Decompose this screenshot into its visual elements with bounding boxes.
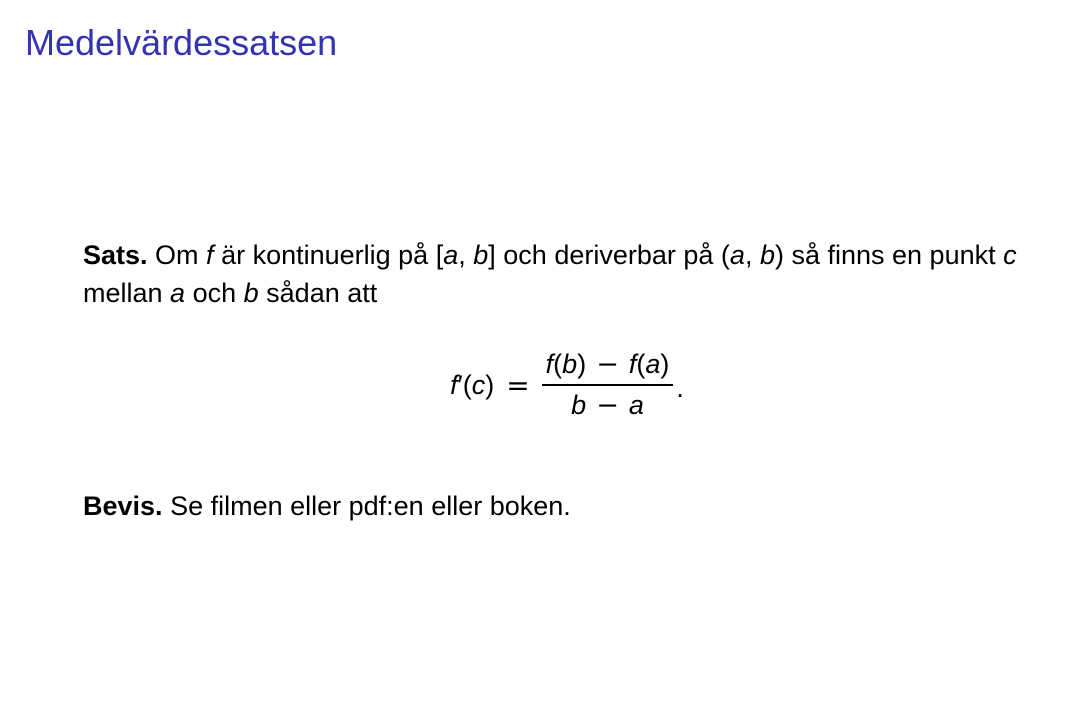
fraction-numerator bbox=[542, 347, 674, 386]
formula-paren: ( bbox=[462, 369, 472, 400]
formula-c: c bbox=[471, 369, 486, 400]
formula-paren: ( bbox=[553, 349, 563, 379]
display-formula bbox=[0, 340, 1086, 430]
theorem-text: Om bbox=[147, 240, 207, 270]
var-b: b bbox=[473, 240, 489, 270]
formula-a: a bbox=[628, 390, 644, 420]
formula-paren: ) bbox=[660, 349, 670, 379]
var-a: a bbox=[170, 278, 186, 308]
theorem-text: ) så finns en punkt bbox=[774, 240, 1004, 270]
formula-b: b bbox=[571, 390, 587, 420]
proof-text: Se filmen eller pdf:en eller boken. bbox=[162, 491, 571, 521]
theorem-text: är kontinuerlig på [ bbox=[213, 240, 444, 270]
var-a: a bbox=[729, 240, 745, 270]
comma: , bbox=[744, 240, 760, 270]
formula-paren: ( bbox=[636, 349, 646, 379]
fraction-denominator bbox=[571, 386, 644, 423]
comma: , bbox=[458, 240, 474, 270]
formula-prime: ′ bbox=[457, 369, 463, 400]
equals-sign: = bbox=[506, 368, 530, 402]
slide-title: Medelvärdessatsen bbox=[25, 22, 338, 63]
formula-f: f bbox=[628, 349, 637, 379]
minus-sign: − bbox=[596, 390, 619, 421]
formula-paren: ) bbox=[577, 349, 587, 379]
formula-f: f bbox=[450, 369, 458, 400]
theorem-statement bbox=[83, 236, 1023, 312]
var-f: f bbox=[206, 240, 214, 270]
formula-paren: ) bbox=[485, 369, 495, 400]
theorem-text: och bbox=[185, 278, 244, 308]
var-b: b bbox=[759, 240, 775, 270]
proof-label: Bevis. bbox=[83, 491, 163, 521]
formula-lhs bbox=[450, 370, 494, 401]
minus-sign: − bbox=[596, 349, 619, 380]
formula-b: b bbox=[562, 349, 578, 379]
fraction bbox=[542, 347, 674, 423]
theorem-label: Sats. bbox=[83, 240, 148, 270]
var-c: c bbox=[1003, 240, 1017, 270]
formula-period: . bbox=[676, 372, 684, 403]
proof-statement bbox=[83, 487, 1023, 525]
var-b: b bbox=[243, 278, 259, 308]
equation bbox=[450, 347, 684, 423]
theorem-text: sådan att bbox=[258, 278, 378, 308]
theorem-text: ] och deriverbar på ( bbox=[488, 240, 730, 270]
theorem-text: mellan bbox=[83, 278, 171, 308]
var-a: a bbox=[443, 240, 459, 270]
formula-a: a bbox=[645, 349, 661, 379]
formula-f: f bbox=[545, 349, 554, 379]
